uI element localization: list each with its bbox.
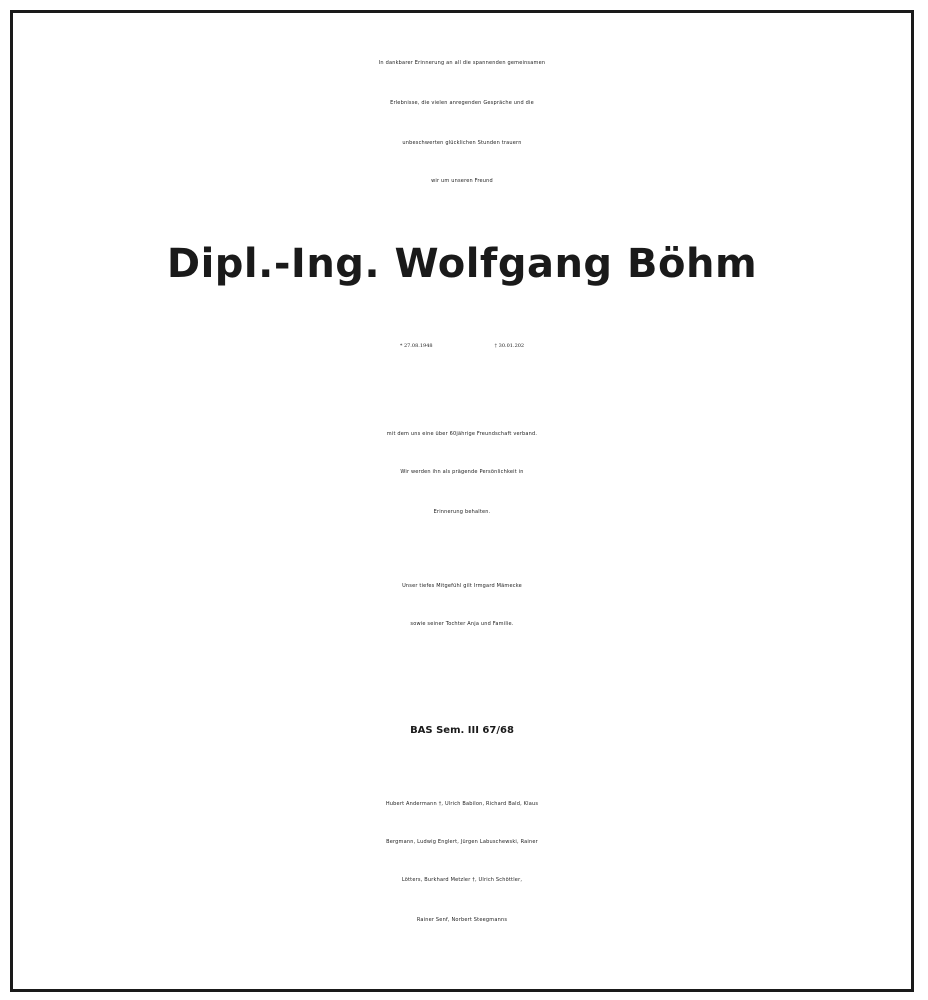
- intro-line: unbeschwerten glücklichen Stunden trauern: [402, 140, 522, 146]
- life-dates: [13, 343, 911, 349]
- tribute-line: Wir werden ihn als prägende Persönlichkeit in: [400, 469, 524, 475]
- condolence-line: Unser tiefes Mitgefühl gilt Irmgard Mämecke: [402, 583, 522, 589]
- intro-line: In dankbarer Erinnerung an all die spannenden gemeinsamen: [378, 60, 546, 66]
- signatory-line: Lötters, Burkhard Metzler †, Ulrich Schöttler,: [401, 877, 523, 883]
- intro-line: wir um unseren Freund: [431, 178, 493, 184]
- birth-date: * 27.08.1948: [399, 343, 433, 349]
- signatory-line: Rainer Senf, Norbert Steegmanns: [416, 917, 508, 923]
- deceased-name: Dipl.-Ing. Wolfgang Böhm: [166, 241, 758, 287]
- signatory-line: Hubert Andermann †, Ulrich Babilon, Richard Bald, Klaus: [385, 801, 539, 807]
- tribute-line: Erinnerung behalten.: [433, 509, 491, 515]
- condolence-line: sowie seiner Tochter Anja und Familie.: [410, 621, 514, 627]
- signatory-line: Bergmann, Ludwig Englert, Jürgen Labuschewski, Rainer: [386, 839, 538, 845]
- group-heading: BAS Sem. III 67/68: [410, 725, 514, 736]
- tribute-line: mit dem uns eine über 60jährige Freundschaft verband.: [386, 431, 538, 437]
- obituary-notice: [10, 10, 914, 992]
- intro-line: Erlebnisse, die vielen anregenden Gespräche und die: [390, 100, 534, 106]
- death-date: † 30.01.202: [494, 343, 525, 349]
